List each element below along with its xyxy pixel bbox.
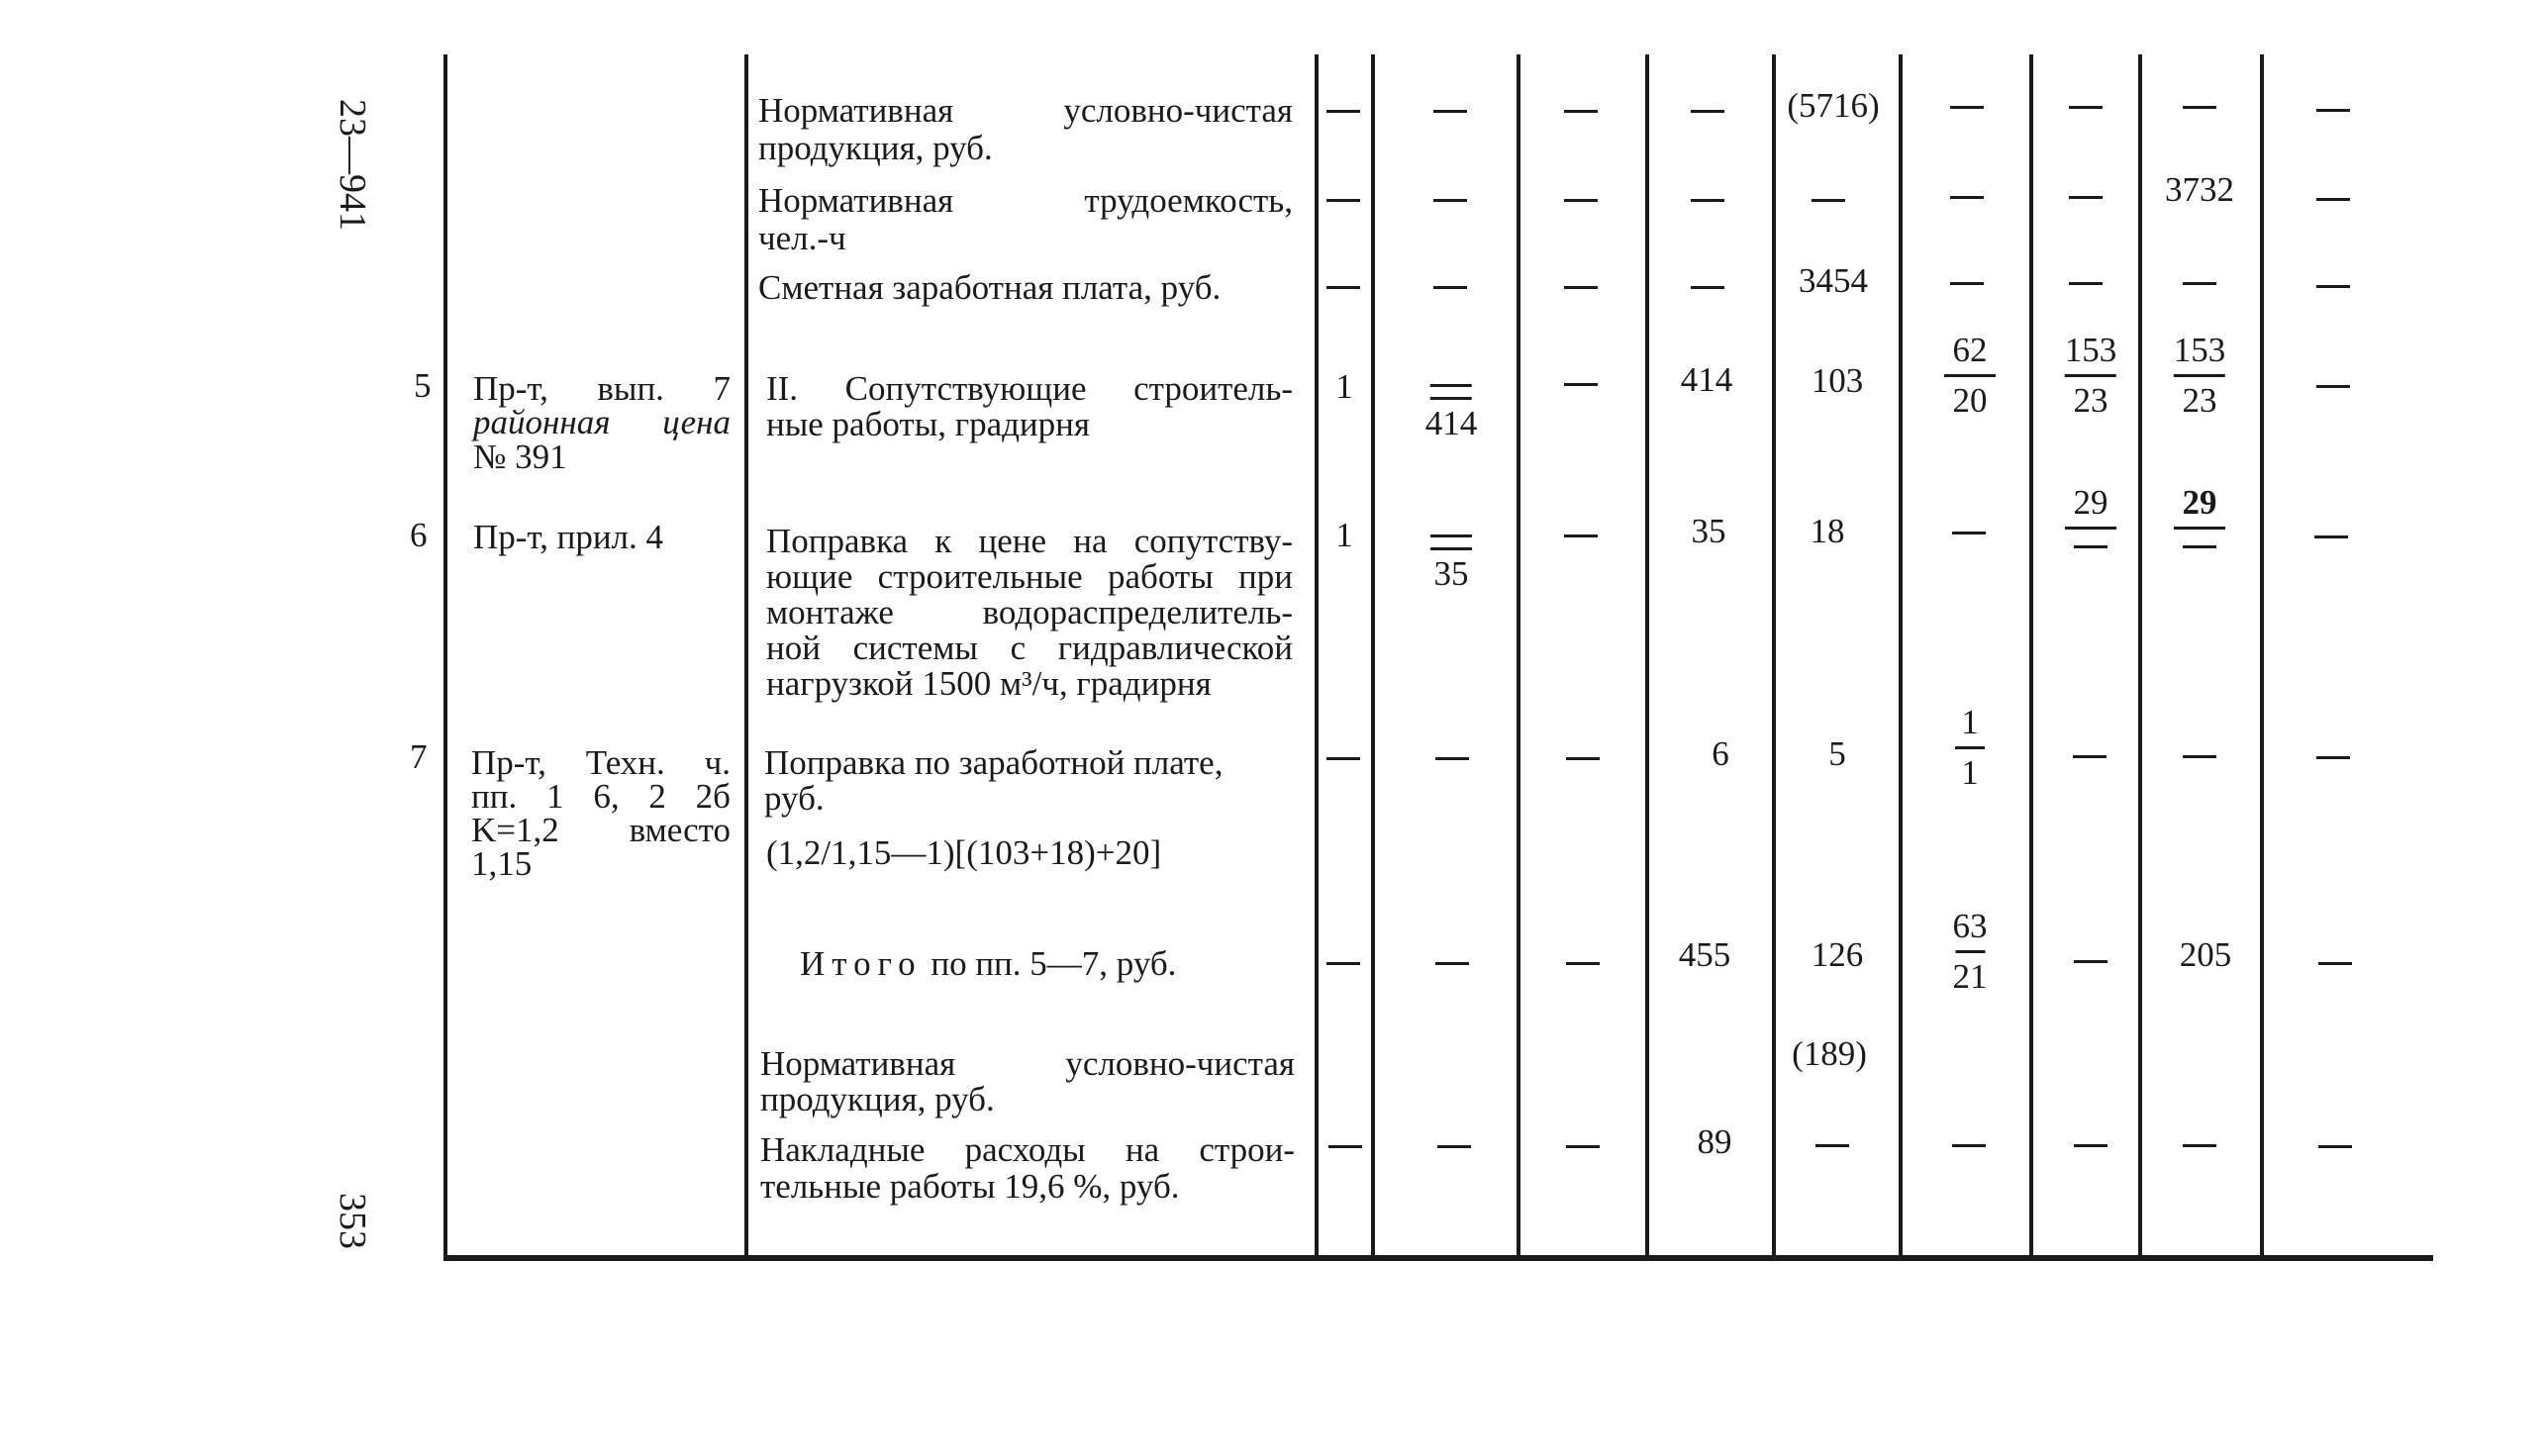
empty-cell — [2316, 756, 2350, 759]
empty-cell — [1326, 962, 1360, 965]
fraction-bar — [2174, 374, 2225, 377]
empty-denominator — [2074, 545, 2107, 548]
row-label: Нормативная трудоемкость, — [758, 181, 1293, 220]
row-label: Поправка к цене на сопутству- — [766, 522, 1293, 560]
side-code: 23—941 — [332, 99, 373, 231]
source-ref: пп. 1 6, 2 2б — [471, 777, 731, 816]
table-rule — [1899, 54, 1903, 1260]
row-label: Сметная заработная плата, руб. — [758, 268, 1222, 307]
fraction-bar — [1944, 374, 1996, 377]
fraction-denominator: 414 — [1424, 404, 1478, 442]
source-ref: районная цена — [473, 403, 731, 441]
row-label: Нормативная условно-чистая — [758, 91, 1293, 130]
empty-cell — [1433, 199, 1467, 202]
fraction-numerator — [1447, 340, 1456, 376]
cell-value: 205 — [2179, 935, 2232, 974]
row-number: 5 — [414, 366, 432, 405]
row-label: чел.-ч — [758, 219, 846, 257]
fraction-bar — [2174, 527, 2225, 530]
empty-cell — [1564, 534, 1598, 537]
cell-value: 35 — [1691, 512, 1726, 550]
page-number: 353 — [332, 1193, 373, 1249]
empty-cell — [2183, 755, 2216, 758]
fraction-denominator: 20 — [1952, 381, 1988, 420]
cell-value: 6 — [1712, 734, 1729, 773]
fraction-numerator — [1447, 491, 1456, 527]
table-rule — [744, 54, 748, 1260]
total-label — [800, 945, 1176, 983]
fraction-numerator: 29 — [2073, 483, 2108, 522]
empty-cell — [1437, 1145, 1471, 1148]
row-label: Поправка по заработной плате, — [764, 743, 1224, 782]
table-rule — [1645, 54, 1649, 1260]
cell-value: 1 — [1335, 516, 1353, 554]
empty-denominator — [2183, 545, 2216, 548]
empty-cell — [2069, 282, 2103, 285]
empty-cell — [2314, 535, 2348, 538]
empty-cell — [1566, 757, 1600, 760]
empty-cell — [2183, 282, 2216, 285]
empty-cell — [1564, 383, 1598, 386]
row-label: продукция, руб. — [760, 1080, 995, 1118]
cell-value: (189) — [1792, 1034, 1867, 1073]
cell-value: 3732 — [2165, 170, 2234, 209]
table-rule — [2029, 54, 2033, 1260]
cell-value: 18 — [1810, 512, 1845, 550]
row-label: II. Сопутствующие строитель- — [766, 369, 1293, 408]
source-ref: K=1,2 вместо — [471, 811, 731, 849]
cell-value: 5 — [1828, 734, 1846, 773]
empty-cell — [2183, 106, 2216, 109]
total-label-prefix: Итого — [800, 944, 923, 983]
empty-cell — [2316, 198, 2350, 201]
empty-cell — [1433, 110, 1467, 113]
row-label: тельные работы 19,6 %, руб. — [760, 1167, 1180, 1206]
row-label: нагрузкой 1500 м³/ч, градирня — [766, 664, 1212, 703]
row-label: ные работы, градирня — [766, 405, 1090, 443]
fraction-bar — [1955, 746, 1985, 749]
empty-cell — [2074, 960, 2107, 963]
empty-cell — [2069, 196, 2103, 199]
cell-value: 1 — [1335, 367, 1353, 406]
row-label: монтаже водораспределитель- — [766, 593, 1293, 631]
fraction-denominator: 23 — [2073, 381, 2108, 420]
cell-value: 3454 — [1799, 261, 1868, 300]
fraction-cell — [2174, 333, 2226, 419]
empty-cell — [1950, 106, 1984, 109]
cell-value: 103 — [1811, 361, 1864, 400]
table-bottom-rule — [443, 1255, 2433, 1261]
fraction-bar — [1430, 547, 1472, 550]
fraction-denominator: 21 — [1952, 957, 1988, 996]
empty-cell — [1326, 757, 1360, 760]
empty-cell — [2183, 1144, 2216, 1147]
empty-cell — [1435, 962, 1469, 965]
row-label: продукция, руб. — [758, 129, 993, 167]
empty-cell — [1691, 286, 1724, 289]
fraction-cell — [1430, 491, 1472, 592]
fraction-cell — [1955, 705, 1985, 791]
fraction-cell — [2065, 333, 2117, 419]
table-rule — [1772, 54, 1776, 1260]
fraction-bar — [2065, 374, 2116, 377]
fraction-numerator: 153 — [2064, 331, 2117, 369]
row-number: 6 — [410, 516, 428, 554]
empty-cell — [1812, 199, 1845, 202]
cell-value: 455 — [1678, 935, 1731, 974]
empty-cell — [1433, 286, 1467, 289]
empty-cell — [1950, 282, 1984, 285]
empty-cell — [1566, 962, 1600, 965]
source-ref: Пр-т, прил. 4 — [473, 518, 664, 556]
row-label: Накладные расходы на строи- — [760, 1130, 1295, 1169]
table-rule — [1517, 54, 1520, 1260]
fraction-numerator: 1 — [1961, 703, 1979, 741]
empty-cell — [2069, 106, 2103, 109]
cell-value: 414 — [1680, 360, 1733, 399]
fraction-denominator: 1 — [1961, 753, 1979, 792]
fraction-bar — [1430, 384, 1472, 387]
fraction-bar — [2065, 527, 2116, 530]
fraction-bar — [1430, 397, 1472, 400]
empty-cell — [1564, 286, 1598, 289]
source-ref: Пр-т, Техн. ч. — [471, 743, 731, 782]
empty-cell — [1815, 1144, 1849, 1147]
formula: (1,2/1,15—1)[(103+18)+20] — [766, 833, 1162, 872]
empty-cell — [1691, 199, 1724, 202]
cell-value: 89 — [1697, 1122, 1732, 1161]
fraction-cell — [2174, 485, 2225, 554]
source-ref: № 391 — [473, 437, 567, 476]
fraction-bar — [1955, 950, 1985, 953]
source-ref: 1,15 — [471, 844, 533, 883]
table-rule — [2260, 54, 2264, 1260]
table-rule — [2138, 54, 2142, 1260]
cell-value: (5716) — [1787, 86, 1880, 125]
fraction-denominator: 35 — [1433, 554, 1469, 593]
table-rule — [1315, 54, 1319, 1260]
empty-cell — [2318, 1145, 2352, 1148]
empty-cell — [1952, 532, 1986, 534]
row-label: ной системы с гидравлической — [766, 629, 1293, 667]
empty-cell — [1326, 199, 1360, 202]
table-rule — [443, 54, 447, 1260]
fraction-numerator: 153 — [2173, 331, 2226, 369]
row-label: Нормативная условно-чистая — [760, 1044, 1295, 1083]
total-label-suffix: по пп. 5—7, руб. — [931, 944, 1177, 983]
empty-cell — [1328, 1145, 1362, 1148]
source-ref: Пр-т, вып. 7 — [473, 369, 731, 408]
empty-cell — [1564, 110, 1598, 113]
row-number: 7 — [410, 737, 428, 776]
empty-cell — [2074, 1144, 2107, 1147]
fraction-numerator: 29 — [2182, 483, 2217, 522]
empty-cell — [2073, 755, 2107, 758]
empty-cell — [2318, 962, 2352, 965]
fraction-numerator: 62 — [1952, 331, 1988, 369]
fraction-numerator: 63 — [1952, 907, 1988, 945]
fraction-cell — [2065, 485, 2116, 554]
empty-cell — [1564, 199, 1598, 202]
row-label: ющие строительные работы при — [766, 557, 1293, 596]
empty-cell — [1952, 1144, 1986, 1147]
empty-cell — [1326, 286, 1360, 289]
fraction-cell — [1953, 909, 1988, 995]
fraction-bar — [1430, 534, 1472, 537]
empty-cell — [2316, 109, 2350, 112]
empty-cell — [1691, 110, 1724, 113]
fraction-denominator: 23 — [2182, 381, 2217, 420]
row-label: руб. — [764, 779, 825, 818]
empty-cell — [1435, 757, 1469, 760]
empty-cell — [1326, 110, 1360, 113]
empty-cell — [1950, 196, 1984, 199]
fraction-cell — [1425, 340, 1478, 441]
empty-cell — [2316, 285, 2350, 288]
fraction-cell — [1944, 333, 1996, 419]
empty-cell — [1566, 1145, 1600, 1148]
empty-cell — [2316, 385, 2350, 388]
cell-value: 126 — [1811, 935, 1864, 974]
table-rule — [1371, 54, 1375, 1260]
